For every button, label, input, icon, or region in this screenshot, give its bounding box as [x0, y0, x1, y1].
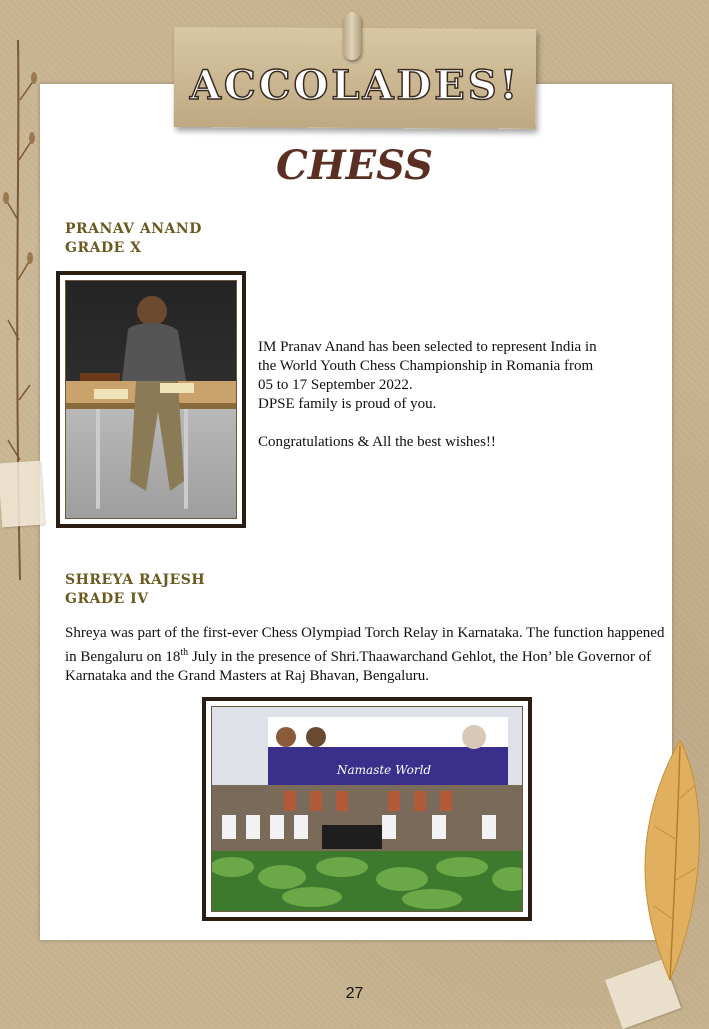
dried-leaf-decoration: [620, 740, 704, 990]
entry-1-description: [258, 338, 658, 452]
chess-player-photo: [65, 280, 237, 519]
entry-2-text-start: Shreya was part of the first-ever Chess Olympiad Torch Relay in Karnataka. The function happened in Bengaluru on 18: [65, 625, 665, 665]
section-title: CHESS: [275, 142, 433, 189]
photo-banner-text: Namaste World: [337, 763, 432, 777]
entry-1-line-6: Congratulations & All the best wishes!!: [258, 434, 496, 450]
group-photo: [211, 706, 523, 912]
entry-1-line-1: IM Pranav Anand has been selected to represent India in: [258, 339, 597, 355]
entry-1-line-3: 05 to 17 September 2022.: [258, 377, 413, 393]
entry-2-description: [65, 624, 673, 686]
entry-1-line-4: DPSE family is proud of you.: [258, 396, 437, 412]
student-name-2: SHREYA RAJESH: [65, 572, 206, 588]
entry-1-spacer: [258, 414, 658, 433]
tape-strip-left: [0, 461, 44, 528]
entry-1-line-2: the World Youth Chess Championship in Romania from: [258, 358, 594, 374]
entry-2-superscript: th: [180, 647, 189, 658]
student-grade-1: GRADE X: [65, 240, 142, 256]
page-number: 27: [345, 985, 364, 1002]
pin-icon: [343, 12, 361, 60]
student-grade-2: GRADE IV: [65, 591, 149, 607]
photo-frame-1: [56, 271, 246, 528]
page-title: ACCOLADES!: [189, 62, 521, 109]
photo-frame-2: [202, 697, 532, 921]
student-name-1: PRANAV ANAND: [65, 221, 202, 237]
entry-2-text-end: July in the presence of Shri.Thaawarchand Gehlot, the Hon’ ble Governor of Karnataka and the Grand Masters at Raj Bhavan, Bengaluru.: [65, 649, 652, 684]
